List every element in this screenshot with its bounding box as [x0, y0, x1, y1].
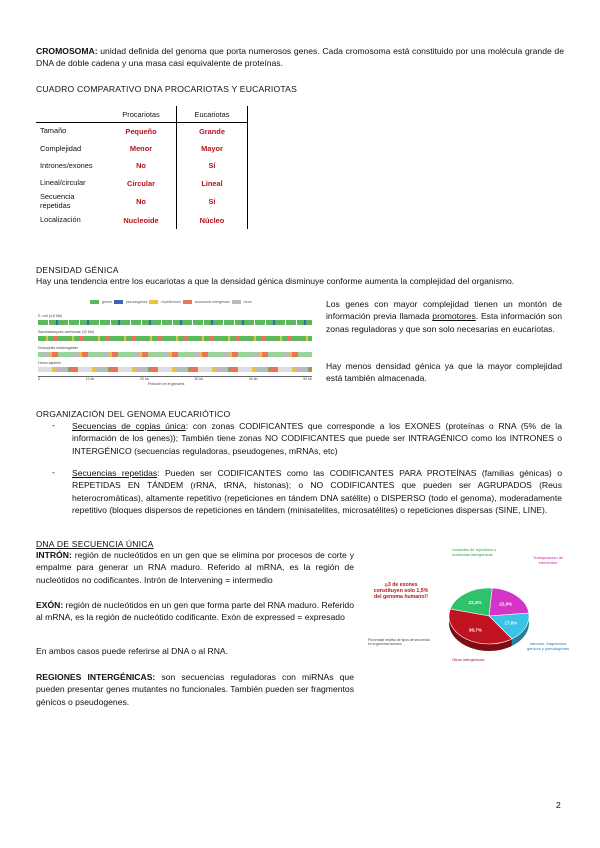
row-label: Complejidad	[40, 143, 82, 153]
exon-term: EXÓN:	[36, 600, 64, 610]
legend-label: otros	[243, 300, 252, 304]
axis-tick: 40 kb	[248, 377, 258, 381]
intron-term: INTRÓN:	[36, 550, 72, 560]
pie-label-magenta: Transposición de elementos	[532, 555, 564, 565]
genome-pie-figure	[366, 546, 572, 696]
densidad-side-paragraph: Hay menos densidad génica ya que la mayor complejidad está también almacenada.	[326, 361, 562, 384]
genome-track	[38, 367, 312, 372]
cell-eucariotas: Mayor	[177, 140, 248, 157]
legend-label: secuencia intergénica	[194, 300, 230, 304]
row-label: Localización	[40, 215, 81, 225]
cell-procariotas: Menor	[106, 140, 177, 157]
cromosoma-term: CROMOSOMA:	[36, 46, 98, 56]
cell-procariotas: Nucleoide	[106, 212, 177, 229]
exon-text: región de nucleótidos en un gen que forma parte del RNA maduro. Referido al mRNA, es la región de nucleótido codificante. Exón de expressed = expresado	[36, 600, 354, 623]
promotores-paragraph	[326, 298, 562, 335]
track-label: Saccharomyces cerevisiae (12 Mb)	[38, 330, 95, 334]
copia-unica-term: Secuencias de copias única	[72, 421, 186, 431]
axis-ticks	[38, 377, 312, 381]
track-label: E. coli (4,6 Mb)	[38, 314, 63, 318]
pie-note: Porcentaje relativo de tipos de secuencia en el genoma humano	[368, 638, 430, 646]
axis-tick: 20 kb	[139, 377, 149, 381]
table-header-row	[36, 106, 248, 123]
repetidas-text: : Pueden ser CODIFICANTES como las CODIFICANTES PARA PROTEÍNAS (familias génicas) o REPETIDAS EN TÁNDEM (rRNA, tRNA, histonas); o NO CODIFICANTES que pueden ser AGRUPADOS (Reus heterocromáticas), altamente repetitivo (repeticiones en tándem DNA satélite) o DISPERSO (todo el genoma), moderadamente repetitivo (bloques dispersos de repeticiones en tándem (minisatelites, microsatélites) o repeticiones dispersas (SINE, LINE).	[72, 468, 563, 516]
dna-unica-heading: DNA DE SECUENCIA ÚNICA	[36, 539, 154, 549]
regiones-term: REGIONES INTERGÉNICAS:	[36, 672, 156, 682]
promotores-link: promotores	[432, 311, 476, 322]
cell-eucariotas: Núcleo	[177, 212, 248, 229]
cuadro-heading: CUADRO COMPARATIVO DNA PROCARIOTAS Y EUCARIOTAS	[36, 84, 298, 94]
organizacion-heading: ORGANIZACIÓN DEL GENOMA EUCARIÓTICO	[36, 409, 231, 419]
table-row	[36, 157, 248, 174]
cromosoma-definition	[36, 45, 564, 70]
legend-label: repeticiones	[161, 300, 181, 304]
regiones-text: son secuencias reguladoras con miRNAs que pueden presentar genes mutantes no funcionales. También pueden ser fragmentos génicos o pseudogenes.	[36, 672, 354, 707]
promotores-text-before: Los genes con mayor complejidad tienen un montón de información previa llamada	[326, 299, 562, 322]
cell-procariotas: Circular	[106, 175, 177, 192]
axis-tick: 0	[38, 377, 40, 381]
pie-label-red: Otras intergénicas	[452, 657, 485, 662]
pie-slice-label: 22,0%	[499, 601, 513, 607]
pie-slice-label: 17,0%	[504, 620, 518, 626]
cromosoma-text: unidad definida del genoma que porta numerosos genes. Cada cromosoma está constituido por una molécula grande de DNA de doble cadena y una masa casi equivalente de proteínas.	[36, 46, 564, 69]
bullet-marker: -	[52, 420, 55, 430]
genome-track	[38, 336, 312, 341]
copia-unica-item	[72, 420, 562, 457]
table-corner	[36, 106, 106, 123]
row-label: Intrones/exones	[40, 160, 93, 170]
table-row	[36, 212, 248, 229]
bullet-marker: -	[52, 467, 55, 477]
pie-callout: ¡¡3 de exones constituyen solo 1,5% del genoma humano!!	[373, 582, 429, 600]
col-procariotas: Procariotas	[106, 106, 177, 123]
cell-procariotas: Pequeño	[106, 123, 177, 141]
pie-slice-label: 38,7%	[468, 627, 482, 633]
repetidas-item	[72, 467, 562, 517]
cell-procariotas: No	[106, 157, 177, 174]
exon-definition	[36, 599, 354, 624]
col-eucariotas: Eucariotas	[177, 106, 248, 123]
figure-legend	[90, 300, 252, 304]
legend-swatch	[232, 300, 241, 304]
row-label: Tamaño	[40, 126, 67, 136]
cell-procariotas: No	[106, 192, 177, 212]
track-label: Homo sapiens	[38, 361, 61, 365]
pie-chart	[366, 546, 572, 696]
copia-unica-text: : con zonas CODIFICANTES que corresponde a los EXONES (proteínas o RNA (5% de la información de los genes)); También tiene zonas NO CODIFICANTES que puede ser INTRAGÉNICO como los INTRONES o INTERGÉNICO (secuencias reguladoras, pseudogenes, mRNAs, etc)	[72, 421, 562, 456]
table-row	[36, 140, 248, 157]
intron-text: región de nucleótidos en un gen que se elimina por procesos de corte y empalme para generar un RNA maduro. Referido al mRNA, es la región de nucleótidos no codificantes. Intrón de Intervening = intermedio	[36, 550, 354, 585]
legend-label: genes	[102, 300, 112, 304]
track-label: Drosophila melanogaster	[38, 346, 78, 350]
legend-swatch	[149, 300, 158, 304]
axis-tick: 30 kb	[194, 377, 204, 381]
legend-swatch	[114, 300, 123, 304]
regiones-definition	[36, 671, 354, 708]
axis-tick: 50 kb	[303, 377, 312, 381]
promotores-text-after: . Esta información son zonas reguladoras y que son solo necesarias en eucariotas.	[326, 311, 562, 334]
legend-swatch	[183, 300, 192, 304]
table-row	[36, 192, 248, 212]
genome-track	[38, 352, 312, 357]
cell-eucariotas: Sí	[177, 192, 248, 212]
densidad-heading: DENSIDAD GÉNICA	[36, 265, 119, 275]
row-label: Lineal/circular	[40, 177, 86, 187]
axis-tick: 10 kb	[85, 377, 95, 381]
table-row	[36, 123, 248, 141]
cell-eucariotas: Sí	[177, 157, 248, 174]
pie-label-blue: Intrones, fragmentos génicos y pseudogenes	[526, 641, 570, 651]
table-row	[36, 175, 248, 192]
cell-eucariotas: Lineal	[177, 175, 248, 192]
page-number: 2	[556, 800, 561, 810]
comparison-table-wrap	[36, 106, 248, 229]
genome-track	[38, 320, 312, 325]
genome-density-figure	[38, 300, 312, 386]
cell-eucariotas: Grande	[177, 123, 248, 141]
axis-label: Posición en el genoma	[148, 382, 185, 386]
comparison-table	[36, 106, 248, 229]
pie-label-green: Unidades de repetición o moléculas intergénicas	[452, 547, 497, 557]
ambos-note: En ambos casos puede referirse al DNA o al RNA.	[36, 646, 229, 656]
legend-swatch	[90, 300, 99, 304]
row-label: Secuencia repetidas	[40, 192, 75, 210]
pie-slice-label: 22,3%	[468, 599, 482, 605]
intron-definition	[36, 549, 354, 586]
legend-label: pseudogenes	[125, 300, 148, 304]
densidad-text: Hay una tendencia entre los eucariotas a que la densidad génica disminuye conforme aumenta la complejidad del organismo.	[36, 276, 515, 286]
repetidas-term: Secuencias repetidas	[72, 468, 158, 478]
